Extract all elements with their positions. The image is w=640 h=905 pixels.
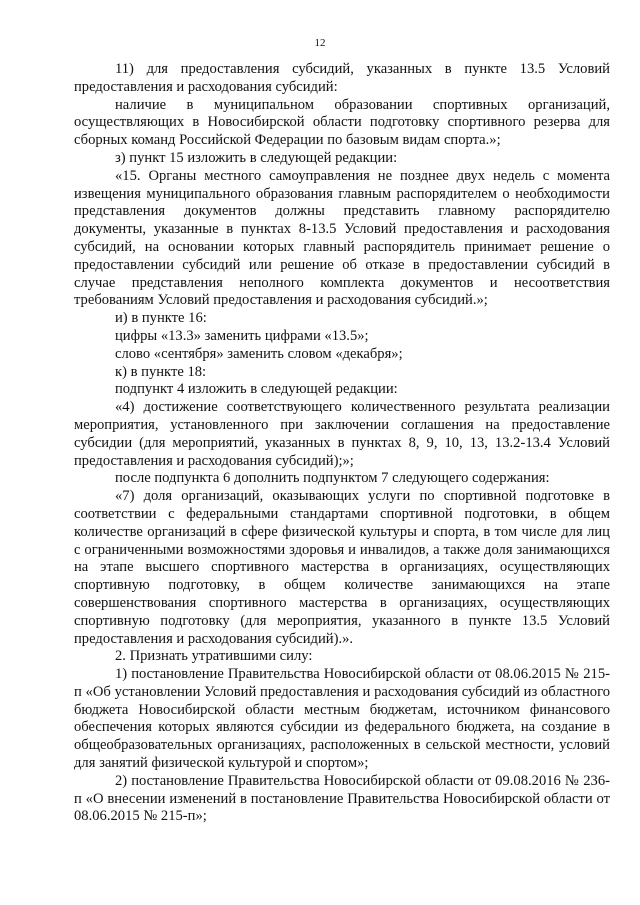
- paragraph: и) в пункте 16:: [115, 310, 207, 327]
- paragraph: «4) достижение соответствующего количественного результата реализации мероприятия, установленного при заключении соглашения на предоставление субсидии (для мероприятий, указанных в пунктах 8, 9, 10, 13, 13.2-13.4 Условий предоставления и расходования субсидий);»;: [74, 399, 610, 469]
- paragraph: 1) постановление Правительства Новосибирской области от 08.06.2015 № 215-п «Об установлении Условий предоставления и расходования субсидий из областного бюджета Новосибирской области местным бюджетам, источником финансового обеспечения которых являются субсидии из федерального бюджета, на создание в общеобразовательных организациях, расположенных в сельской местности, условий для занятий физической культурой и спортом»;: [74, 666, 610, 772]
- paragraph: после подпункта 6 дополнить подпунктом 7 следующего содержания:: [115, 470, 550, 487]
- paragraph: подпункт 4 изложить в следующей редакции:: [115, 381, 398, 398]
- paragraph: 11) для предоставления субсидий, указанных в пункте 13.5 Условий предоставления и расходования субсидий:: [74, 61, 610, 95]
- page-number: 12: [314, 37, 326, 49]
- document-body: [74, 61, 610, 826]
- paragraph: з) пункт 15 изложить в следующей редакции:: [115, 149, 398, 166]
- paragraph: 2. Признать утратившими силу:: [115, 648, 313, 665]
- paragraph: 2) постановление Правительства Новосибирской области от 09.08.2016 № 236-п «О внесении изменений в постановление Правительства Новосибирской области от 08.06.2015 № 215-п»;: [74, 772, 610, 825]
- paragraph: «7) доля организаций, оказывающих услуги по спортивной подготовке в соответствии с федеральными стандартами спортивной подготовки, в общем количестве организаций в сфере физической культуры и спорта, в том числе для лиц с ограниченными возможностями здоровья и инвалидов, а также доля занимающихся на этапе высшего спортивного мастерства в организациях, осуществляющих спортивную подготовку, в общем количестве занимающихся на этапе совершенствования спортивного мастерства в организациях, осуществляющих спортивную подготовку (для мероприятия, указанного в пункте 13.5 Условий предоставления и расходования субсидий).».: [74, 488, 610, 647]
- paragraph: слово «сентября» заменить словом «декабря»;: [115, 345, 403, 362]
- paragraph: цифры «13.3» заменить цифрами «13.5»;: [115, 327, 369, 344]
- paragraph: к) в пункте 18:: [115, 363, 207, 380]
- paragraph: наличие в муниципальном образовании спортивных организаций, осуществляющих в Новосибирской области подготовку спортивного резерва для сборных команд Российской Федерации по базовым видам спорта.»;: [74, 96, 610, 149]
- paragraph: «15. Органы местного самоуправления не позднее двух недель с момента извещения муниципального образования главным распорядителем о необходимости представления документов должны представить главному распорядителю документы, указанные в пунктах 8-13.5 Условий предоставления и расходования субсидий, на основании которых главный распорядитель принимает решение о предоставлении субсидий или решение об отказе в предоставлении субсидий в случае представления неполного комплекта документов и несоответствия требованиям Условий предоставления и расходования субсидий.»;: [74, 167, 610, 309]
